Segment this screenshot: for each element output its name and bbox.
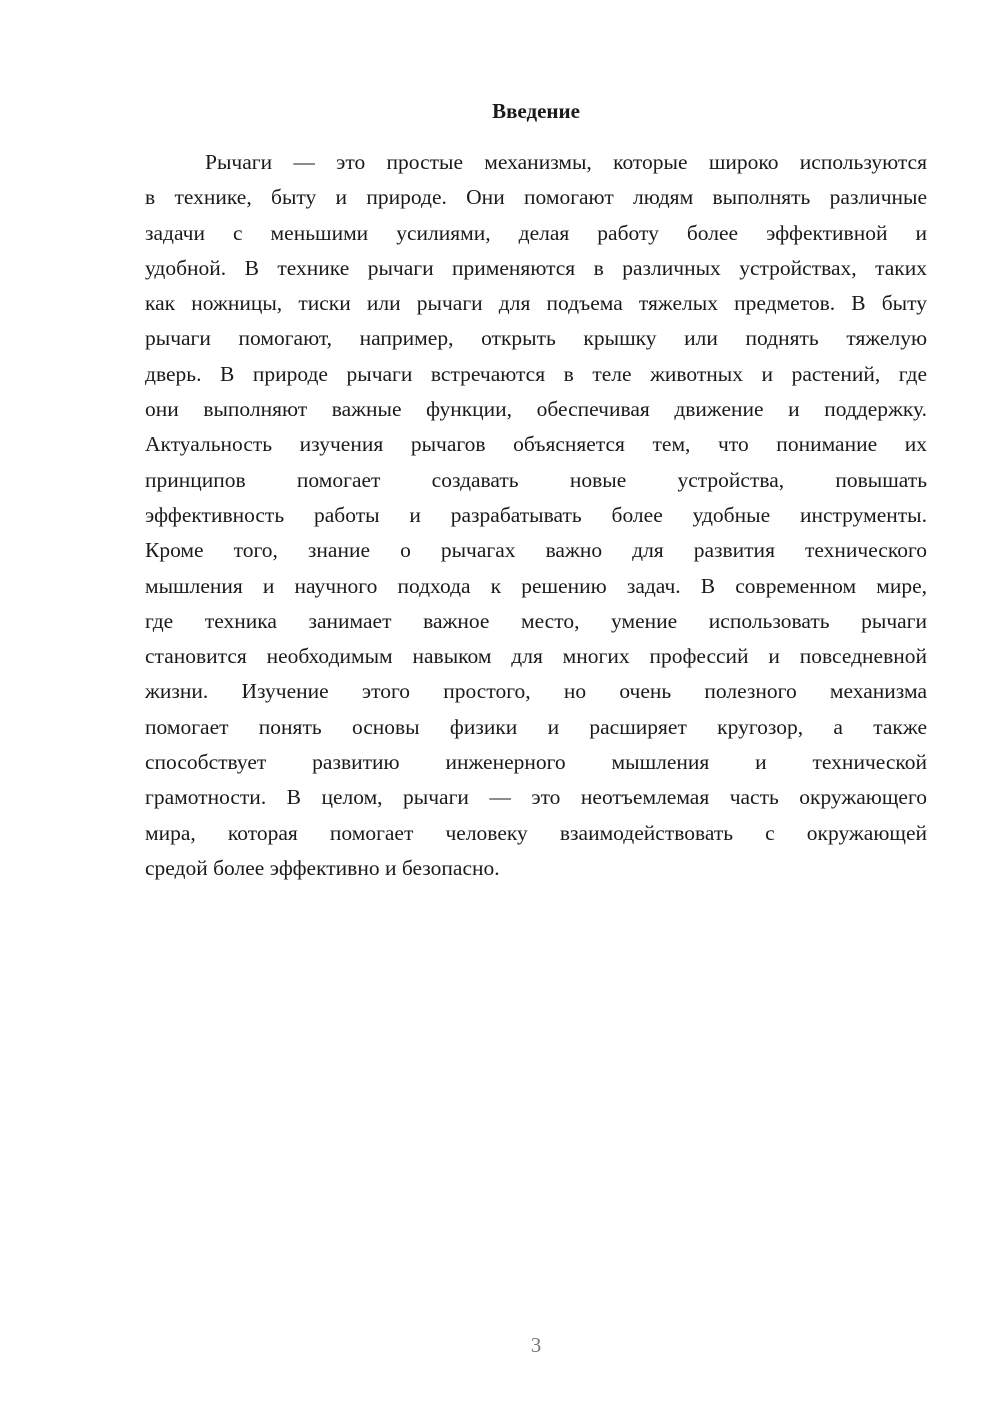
- paragraph-line: помогает понять основы физики и расширяет кругозор, а также: [145, 714, 927, 739]
- paragraph-line: Актуальность изучения рычагов объясняется тем, что понимание их: [145, 432, 927, 457]
- paragraph-line: Рычаги — это простые механизмы, которые широко используются: [205, 150, 927, 174]
- paragraph-line: мышления и научного подхода к решению задач. В современном мире,: [145, 573, 927, 598]
- paragraph-line: как ножницы, тиски или рычаги для подъема тяжелых предметов. В быту: [145, 291, 927, 316]
- paragraph-line: грамотности. В целом, рычаги — это неотъемлемая часть окружающего: [145, 785, 927, 810]
- paragraph-line: рычаги помогают, например, открыть крышку или поднять тяжелую: [145, 326, 927, 351]
- paragraph-line: становится необходимым навыком для многих профессий и повседневной: [145, 644, 927, 669]
- paragraph-line: средой более эффективно и безопасно.: [145, 855, 500, 880]
- page-number: 3: [530, 1333, 542, 1357]
- paragraph-line: Кроме того, знание о рычагах важно для развития технического: [145, 538, 927, 563]
- paragraph-line: где техника занимает важное место, умение использовать рычаги: [145, 608, 927, 633]
- paragraph-line: удобной. В технике рычаги применяются в различных устройствах, таких: [145, 255, 927, 280]
- body-paragraph: [145, 145, 927, 886]
- paragraph-line: способствует развитию инженерного мышления и технической: [145, 750, 927, 775]
- paragraph-line: эффективность работы и разрабатывать более удобные инструменты.: [145, 502, 927, 527]
- paragraph-line: задачи с меньшими усилиями, делая работу более эффективной и: [145, 220, 927, 245]
- paragraph-line: жизни. Изучение этого простого, но очень полезного механизма: [145, 679, 927, 704]
- paragraph-line: дверь. В природе рычаги встречаются в теле животных и растений, где: [145, 361, 927, 386]
- paragraph-line: принципов помогает создавать новые устройства, повышать: [145, 467, 927, 492]
- paragraph-line: в технике, быту и природе. Они помогают людям выполнять различные: [145, 185, 927, 210]
- paragraph-line: они выполняют важные функции, обеспечивая движение и поддержку.: [145, 397, 927, 422]
- section-heading: Введение: [492, 99, 580, 123]
- paragraph-line: мира, которая помогает человеку взаимодействовать с окружающей: [145, 820, 927, 845]
